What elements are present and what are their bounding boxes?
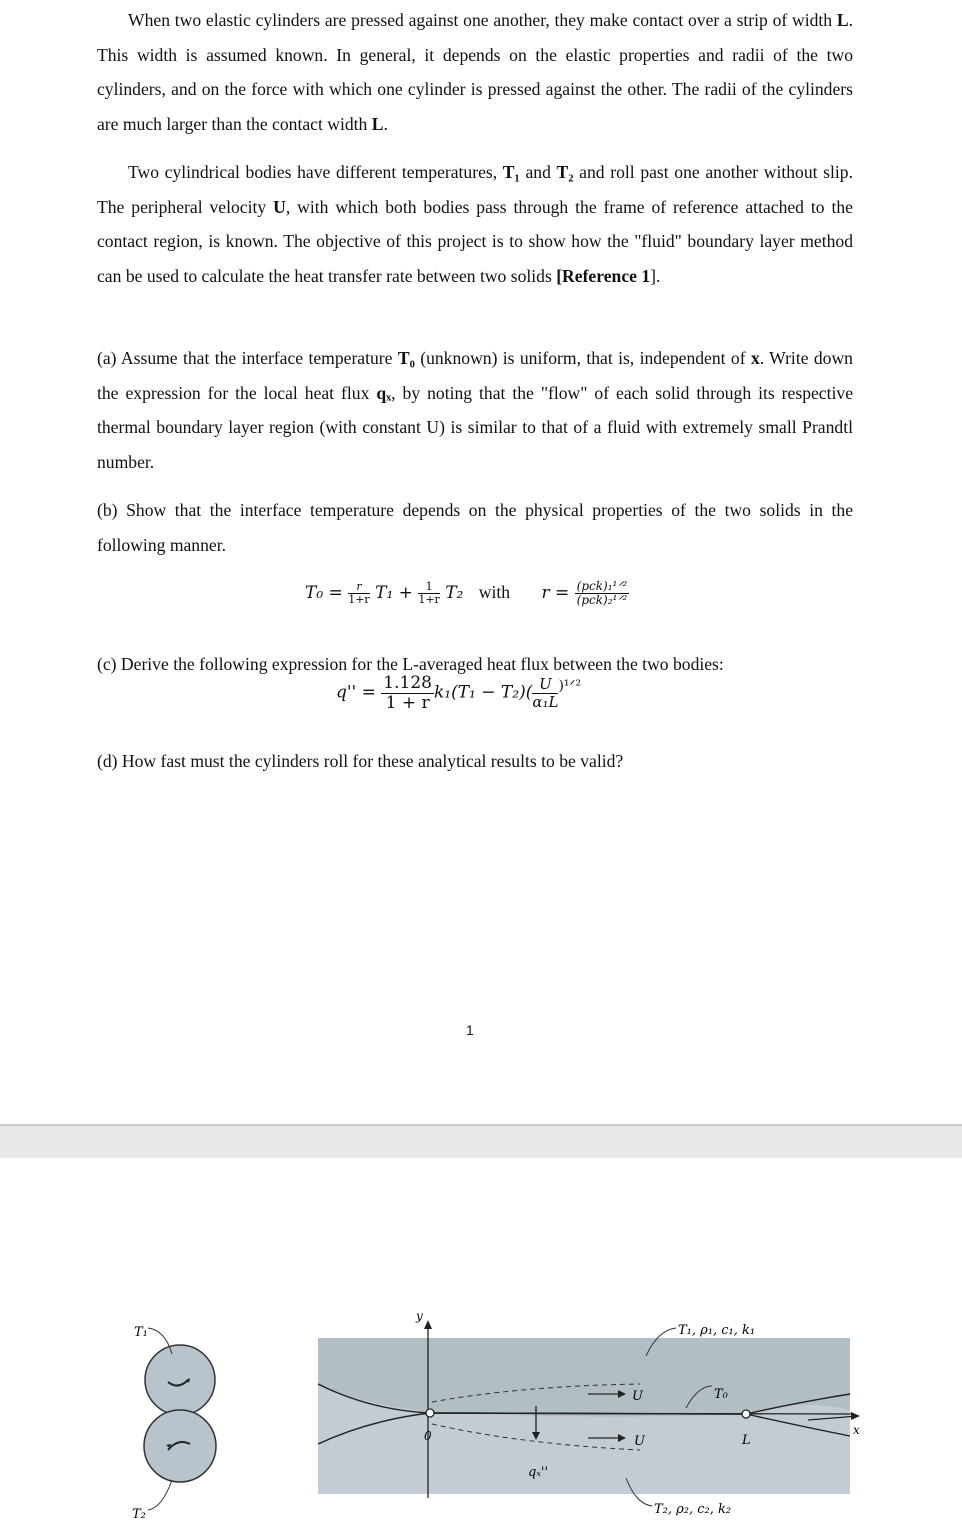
- document-page-2: [0, 1158, 962, 1532]
- label-y: y: [416, 1309, 423, 1323]
- label-l: L: [742, 1433, 751, 1448]
- fraction-1128: $\frac{1.128}{1 + r}$: [383, 673, 432, 713]
- page-separator: [0, 1124, 962, 1160]
- lower-cylinder: [144, 1410, 216, 1482]
- upper-cylinder: [145, 1345, 215, 1415]
- label-upper-properties: T₁, ρ₁, c₁, k₁: [678, 1323, 756, 1338]
- label-t0: T₀: [714, 1387, 728, 1402]
- equation-averaged-heat-flux: q'' = $\frac{1.128}{1 + r}$ k₁(T₁ − T₂)( $\frac{U}{\text{α₁L}}$ $^{)^1ᐟ^2}$: [336, 673, 582, 713]
- label-t1: T₁: [134, 1325, 148, 1340]
- equation-interface-temperature: T₀ = $\frac{r}{1+r}$ T₁ + $\frac{1}{1+r}$ T₂ with r = $\frac{\text{(pck)₁¹ᐟ²}}{\text{(pck)₂¹ᐟ²}}$: [305, 579, 628, 608]
- rolling-cylinders-figure: [0, 1158, 962, 1532]
- label-heat-flux: qₓ'': [528, 1465, 549, 1480]
- fraction-r-over-1pr: $\frac{r}{1+r}$: [348, 580, 370, 607]
- fraction-u-over-alpha-l: $\frac{U}{\text{α₁L}}$: [532, 675, 559, 711]
- label-u-bottom: U: [634, 1434, 645, 1449]
- contact-region-diagram: [318, 1309, 860, 1517]
- fraction-1-over-1pr: $\frac{1}{1+r}$: [418, 580, 440, 607]
- page-number: 1: [466, 1022, 474, 1038]
- paragraph-intro: When two elastic cylinders are pressed against one another, they make contact over a strip of width L. This width is assumed known. In general, it depends on the elastic properties and radii of the two cylinders, and on the force with which one cylinder is pressed against the other. The radii of the cylinders are much larger than the contact width L.: [97, 10, 853, 134]
- cylinders-sketch: [132, 1325, 216, 1522]
- label-u-top: U: [632, 1389, 643, 1404]
- paragraph-part-d: (d) How fast must the cylinders roll for these analytical results to be valid?: [97, 751, 624, 771]
- paragraph-part-a: (a) Assume that the interface temperature T₀ (unknown) is uniform, that is, independent of x. Write down the expression for the local heat flux qₓ, by noting that the "flow" of each solid through its respective thermal boundary layer region (with constant U) is similar to that of a fluid with extremely small Prandtl number.: [97, 348, 853, 472]
- label-t2: T₂: [132, 1507, 146, 1522]
- label-origin: 0: [424, 1429, 432, 1443]
- contact-end-marker: [742, 1410, 750, 1418]
- label-x: x: [853, 1423, 860, 1437]
- paragraph-objective: Two cylindrical bodies have different temperatures, T₁ and T₂ and roll past one another without slip. The peripheral velocity U, with which both bodies pass through the frame of reference attached to the contact region, is known. The objective of this project is to show how the "fluid" boundary layer method can be used to calculate the heat transfer rate between two solids [Reference 1].: [97, 162, 853, 286]
- paragraph-part-b: (b) Show that the interface temperature depends on the physical properties of the two solids in the following manner.: [97, 500, 853, 555]
- label-lower-properties: T₂, ρ₂, c₂, k₂: [654, 1502, 732, 1517]
- fraction-pck-ratio: $\frac{\text{(pck)₁¹ᐟ²}}{\text{(pck)₂¹ᐟ²}}$: [576, 579, 628, 608]
- origin-marker: [426, 1409, 434, 1417]
- paragraph-part-c: (c) Derive the following expression for the L-averaged heat flux between the two bodies:: [97, 654, 724, 674]
